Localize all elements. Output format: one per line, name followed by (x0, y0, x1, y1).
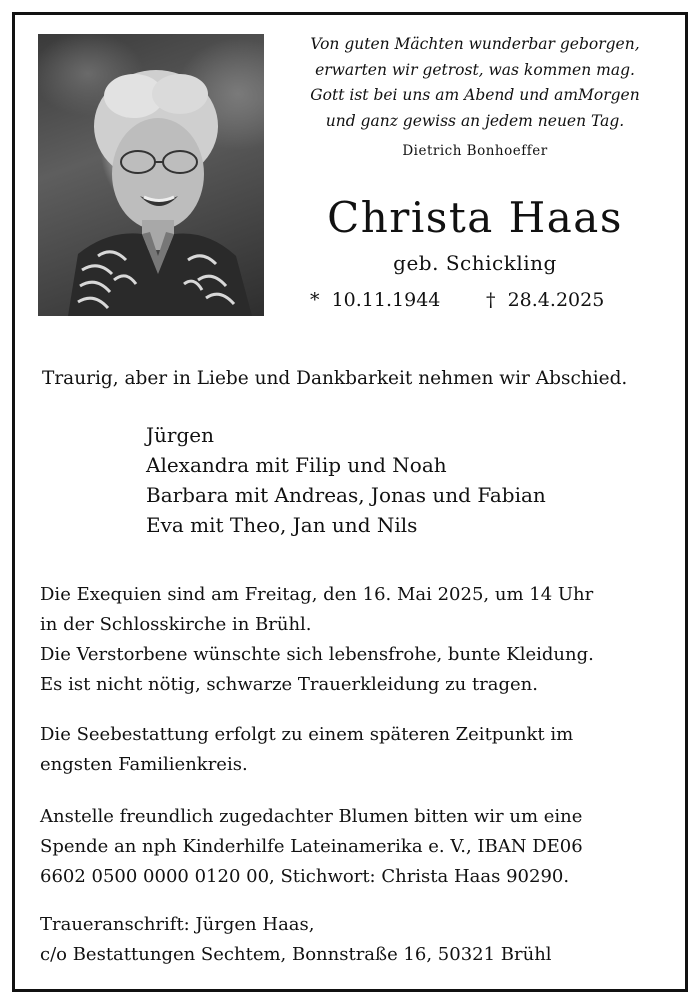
birth-date (310, 289, 440, 311)
portrait-illustration (38, 34, 264, 316)
death-date-value: 28.4.2025 (507, 289, 605, 311)
poem-line: erwarten wir getrost, was kommen mag. (315, 60, 635, 79)
notice-line: Die Verstorbene wünschte sich lebensfrohe, bunte Kleidung. (40, 644, 594, 665)
family-member: Barbara mit Andreas, Jonas und Fabian (146, 483, 546, 507)
notice-line: Es ist nicht nötig, schwarze Trauerkleidung zu tragen. (40, 674, 538, 695)
portrait-photo (38, 34, 264, 316)
notice-line: Anstelle freundlich zugedachter Blumen bitten wir um eine (40, 806, 583, 827)
death-symbol: † (486, 289, 496, 311)
notice-line: Traueranschrift: Jürgen Haas, (40, 914, 315, 935)
bonhoeffer-poem (280, 32, 670, 134)
poem-line: Gott ist bei uns am Abend und amMorgen (310, 86, 640, 104)
notice-line: Spende an nph Kinderhilfe Lateinamerika e. V., IBAN DE06 (40, 836, 583, 857)
family-list (146, 420, 666, 540)
poem-line: Von guten Mächten wunderbar geborgen, (310, 35, 640, 53)
poem-line: und ganz gewiss an jedem neuen Tag. (325, 111, 625, 130)
notice-line: engsten Familienkreis. (40, 754, 248, 775)
deceased-name: Christa Haas (327, 193, 623, 242)
death-date (486, 289, 604, 311)
burial-notice (40, 720, 670, 780)
notice-line: 6602 0500 0000 0120 00, Stichwort: Christa Haas 90290. (40, 866, 570, 887)
notice-line: Die Seebestattung erfolgt zu einem späteren Zeitpunkt im (40, 724, 574, 745)
donation-notice (40, 802, 670, 892)
notice-line: Die Exequien sind am Freitag, den 16. Mai 2025, um 14 Uhr (40, 584, 594, 605)
family-member: Jürgen (146, 423, 214, 447)
notice-line: in der Schlosskirche in Brühl. (40, 614, 312, 635)
mourning-address (40, 910, 670, 970)
birth-name: geb. Schickling (393, 251, 557, 275)
exequies-notice (40, 580, 670, 700)
family-member: Eva mit Theo, Jan und Nils (146, 513, 418, 537)
birth-symbol: * (310, 289, 320, 311)
poem-author: Dietrich Bonhoeffer (402, 143, 548, 159)
farewell-text: Traurig, aber in Liebe und Dankbarkeit nehmen wir Abschied. (42, 368, 628, 389)
birth-date-value: 10.11.1944 (331, 289, 441, 311)
family-member: Alexandra mit Filip und Noah (146, 453, 447, 477)
notice-line: c/o Bestattungen Sechtem, Bonnstraße 16, 50321 Brühl (40, 944, 552, 965)
